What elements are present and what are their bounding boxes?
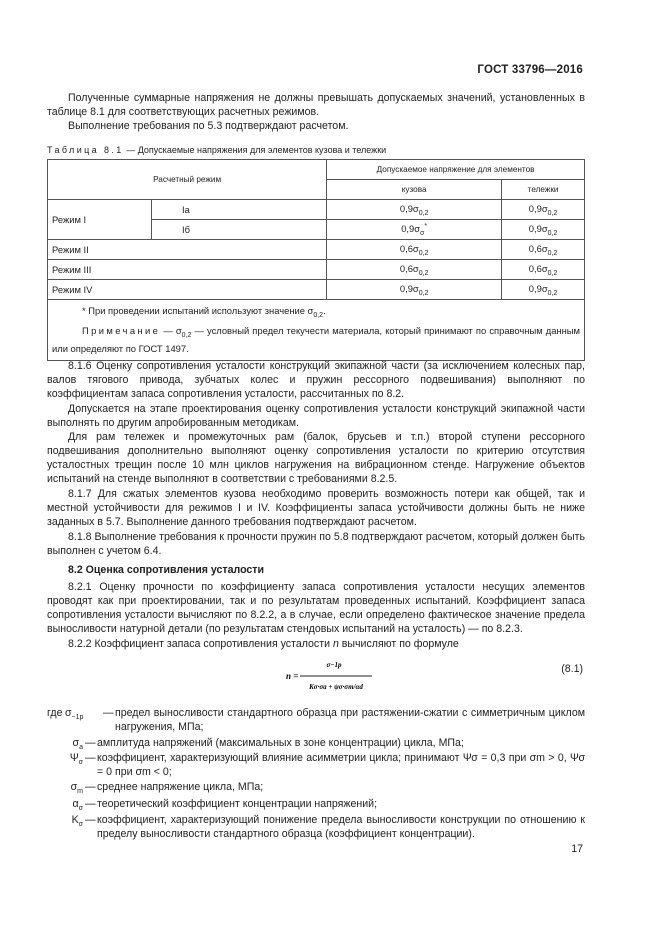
table-notes-row: [48, 300, 585, 361]
section-heading-8-2: 8.2 Оценка сопротивления усталости: [68, 564, 264, 576]
header-body: кузова: [327, 180, 502, 200]
table-row: Режим IV $0,9\sigma_{0,2}$ $0,9\sigma_{0,2}$: [48, 280, 585, 300]
allowed-stress-table: [47, 159, 585, 361]
paragraph-8-1-7: 8.1.7 Для сжатых элементов кузова необходимо проверить возможность потери как общей, так и местной устойчивости для режимов I и IV. Коэффициенты запаса устойчивости должны быть не ниже заданных в 5.7. Выполнение данного требования подтверждают расчетом.: [47, 488, 585, 528]
definition-item: $K_\sigma$ — коэффициент, характеризующий понижение предела выносливости конструкции по отношению к пределу выносливости стандартного образца (коэффициент концентрации).: [71, 814, 585, 840]
intro-paragraph-2: Выполнение требования по 5.3 подтверждают расчетом.: [68, 120, 349, 132]
header-bogie: тележки: [502, 180, 585, 200]
definition-item: $\alpha_\sigma$ — теоретический коэффициент концентрации напряжений;: [72, 798, 378, 812]
table-row: Режим II $0,6\sigma_{0,2}$ $0,6\sigma_{0,2}$: [48, 240, 585, 260]
paragraph-8-1-6: 8.1.6 Оценку сопротивления усталости конструкций экипажной части (за исключением колесных пар, валов тягового привода, зубчатых колес и пружин рессорного подвешивания) выполняют по коэффициентам запаса сопротивления усталости, рассчитанных по 8.2.: [47, 360, 585, 400]
paragraph-8-2-1: 8.2.1 Оценку прочности по коэффициенту запаса сопротивления усталости несущих элементов проводят как при проектировании, так и по результатам проведенных испытаний. Коэффициент запаса сопротивления усталости вычисляют по 8.2.2, а в случае, если определено фактическое значение предела выносливости натурной детали (по результатам стендовых испытаний на усталость) — по 8.2.3.: [47, 581, 585, 635]
paragraph-8-1-8: 8.1.8 Выполнение требования к прочности пружин по 5.8 подтверждают расчетом, который должен быть выполнен с учетом 6.4.: [47, 531, 585, 557]
paragraph-8-1-6-b: Допускается на этапе проектирования оценку сопротивления усталости конструкций экипажной части выполнять по другим апробированным методикам.: [47, 403, 585, 429]
formula-8-1: [286, 654, 376, 700]
intro-paragraph-1: Полученные суммарные напряжения не должны превышать допускаемых значений, установленных в таблице 8.1 для соответствующих расчетных режимов.: [47, 92, 585, 118]
page-number: 17: [571, 843, 583, 855]
definition-item: $\sigma_{-1р}$ — предел выносливости стандартного образца при растяжении-сжатии с симметричным циклом нагружения, МПа;: [65, 707, 585, 733]
header-mode: Расчетный режим: [48, 160, 327, 200]
document-id: ГОСТ 33796—2016: [477, 64, 583, 76]
table-row: Режим III $0,6\sigma_{0,2}$ $0,6\sigma_{0,2}$: [48, 260, 585, 280]
header-allowed: Допускаемое напряжение для элементов: [327, 160, 585, 180]
definition-item: $\sigma_a$ — амплитуда напряжений (максимальных в зоне концентрации) цикла, МПа;: [72, 737, 464, 751]
definition-item: $\sigma_m$ — среднее напряжение цикла, МПа;: [70, 781, 264, 795]
table-row: Режим I Iа $0,9\sigma_{0,2}$ $0,9\sigma_{0,2}$: [48, 200, 585, 220]
svg-text:Kσ·σa + ψσ·σm/αd: Kσ·σa + ψσ·σm/αd: [309, 683, 363, 691]
where-label: где: [47, 707, 63, 719]
svg-text:σ−1р: σ−1р: [326, 661, 342, 669]
paragraph-8-2-2: 8.2.2 Коэффициент запаса сопротивления усталости n вычисляют по формуле: [68, 638, 459, 650]
table-row: Iб $0,9\sigma_\sigma^*$ $0,9\sigma_{0,2}$: [48, 220, 585, 240]
svg-text:n =: n =: [286, 671, 299, 681]
table-caption: Таблица 8.1 — Допускаемые напряжения для элементов кузова и тележки: [47, 145, 387, 155]
table-footnote: * При проведении испытаний используют значение $\sigma_{0,2}$.: [82, 305, 326, 319]
definition-item: $\Psi_\sigma$ — коэффициент, характеризующий влияние асимметрии цикла; принимают Ψσ = 0,3 при σm > 0, Ψσ = 0 при σm < 0;: [69, 752, 585, 778]
table-note: Примечание — $\sigma_{0,2}$ — условный предел текучести материала, который принимают по справочным данным или определяют по ГОСТ 1497.: [52, 325, 580, 354]
formula-number: (8.1): [561, 663, 583, 675]
paragraph-8-1-6-c: Для рам тележек и промежуточных рам (балок, брусьев и т.п.) второй ступени рессорного подвешивания дополнительно выполняют оценку сопротивления усталости по критерию отсутствия усталостных трещин после 10 млн циклов нагружения на вибрационном стенде. Нагружение объектов испытаний на стенде выполняют в соответствии с требованиями 8.2.5.: [47, 431, 585, 485]
